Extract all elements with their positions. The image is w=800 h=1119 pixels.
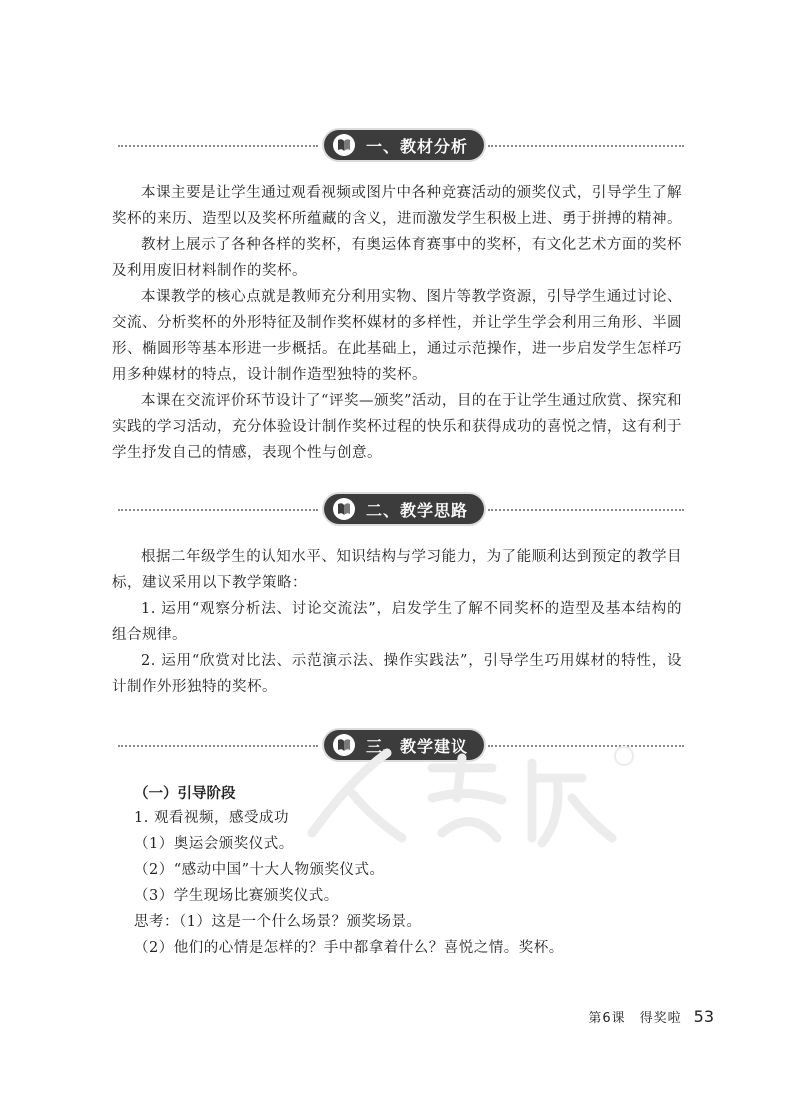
section-title-pill: [324, 730, 484, 760]
book-page-icon: [332, 133, 356, 157]
paragraph: 本课在交流评价环节设计了“评奖—颁奖”活动，目的在于让学生通过欣赏、探究和实践的学习活动，充分体验设计制作奖杯过程的快乐和获得成功的喜悦之情，这有利于学生抒发自己的情感，表现个性与创意。: [112, 393, 682, 461]
paragraph: 本课教学的核心点就是教师充分利用实物、图片等教学资源，引导学生通过讨论、交流、分析奖杯的外形特征及制作奖杯媒材的多样性，并让学生学会利用三角形、半圆形、椭圆形等基本形进一步概括。在此基础上，通过示范操作，进一步启发学生怎样巧用多种媒材的特点，设计制作造型独特的奖杯。: [112, 289, 682, 383]
section-title: 二、教学思路: [366, 500, 469, 520]
list-item: （2）“感动中国”十大人物颁奖仪式。: [134, 862, 385, 878]
paragraph: 1. 运用“观察分析法、讨论交流法”，启发学生了解不同奖杯的造型及基本结构的组合规律。: [112, 601, 682, 643]
section-header-2: [118, 492, 684, 528]
dotted-rule: [118, 745, 318, 747]
list-item: （2）他们的心情是怎样的？手中都拿着什么？喜悦之情。奖杯。: [134, 940, 564, 956]
section-title: 一、教材分析: [366, 136, 469, 156]
paragraph: 教材上展示了各种各样的奖杯，有奥运体育赛事中的奖杯，有文化艺术方面的奖杯及利用废旧材料制作的奖杯。: [112, 237, 682, 279]
dotted-rule: [488, 145, 684, 147]
subheading: （一）引导阶段: [134, 786, 236, 802]
section-header-3: [118, 728, 684, 764]
list-item: （1）奥运会颁奖仪式。: [134, 836, 294, 852]
section-title: 三、教学建议: [366, 736, 469, 756]
dotted-rule: [118, 145, 318, 147]
paragraph: 2. 运用“欣赏对比法、示范演示法、操作实践法”，引导学生巧用媒材的特性，设计制作外形独特的奖杯。: [112, 653, 682, 695]
dotted-rule: [488, 745, 684, 747]
page-footer: [588, 1007, 714, 1026]
section-title-pill: [324, 494, 484, 524]
paragraph: 根据二年级学生的认知水平、知识结构与学习能力，为了能顺利达到预定的教学目标，建议采用以下教学策略：: [112, 549, 682, 591]
section-header-1: [118, 128, 684, 164]
page-number: 53: [693, 1007, 714, 1026]
list-item: （3）学生现场比赛颁奖仪式。: [134, 888, 339, 904]
list-item: 1. 观看视频，感受成功: [134, 810, 289, 826]
dotted-rule: [118, 509, 318, 511]
dotted-rule: [488, 509, 684, 511]
lesson-title: 第6课 得奖啦: [588, 1011, 682, 1026]
paragraph: 本课主要是让学生通过观看视频或图片中各种竞赛活动的颁奖仪式，引导学生了解奖杯的来历、造型以及奖杯所蕴藏的含义，进而激发学生积极上进、勇于拼搏的精神。: [112, 185, 682, 227]
section-title-pill: [324, 130, 484, 160]
book-page-icon: [332, 497, 356, 521]
list-item: 思考：（1）这是一个什么场景？颁奖场景。: [134, 914, 422, 930]
book-page-icon: [332, 733, 356, 757]
